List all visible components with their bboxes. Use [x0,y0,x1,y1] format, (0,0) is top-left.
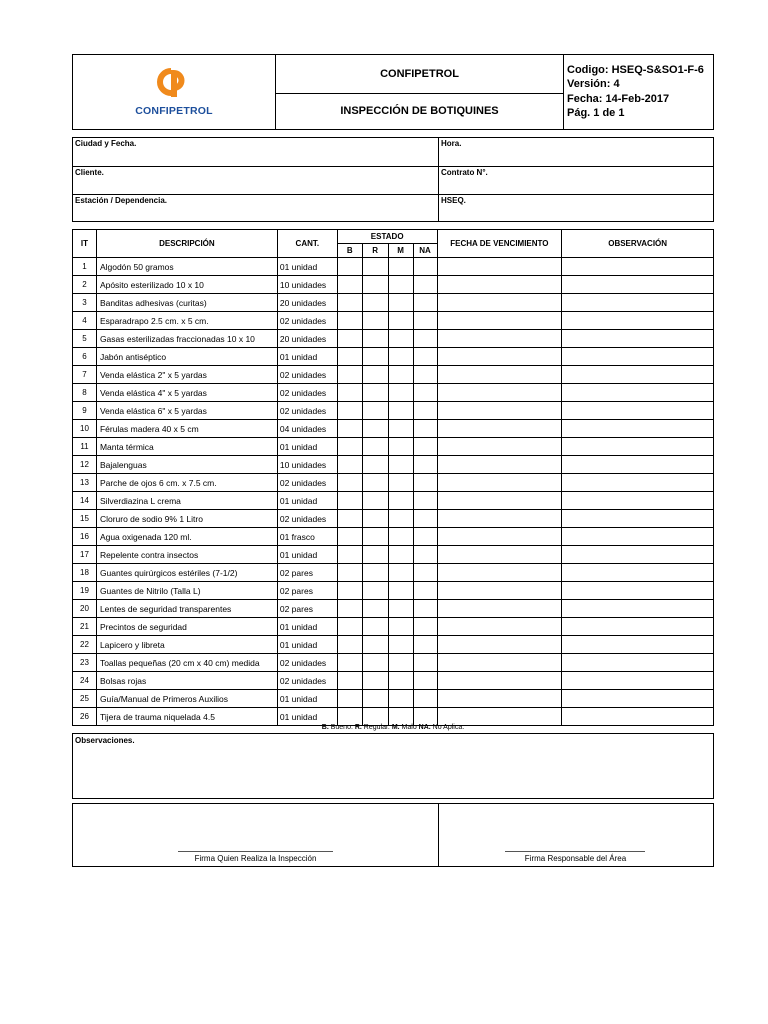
row-quantity: 02 pares [277,582,337,600]
row-description: Algodón 50 gramos [96,258,277,276]
status-na-cell[interactable] [413,402,437,420]
header-it: IT [73,230,97,258]
header-description: DESCRIPCIÓN [96,230,277,258]
status-r-cell[interactable] [362,564,388,582]
status-r-cell[interactable] [362,438,388,456]
row-item-number: 3 [73,294,97,312]
row-description: Cloruro de sodio 9% 1 Litro [96,510,277,528]
row-description: Apósito esterilizado 10 x 10 [96,276,277,294]
row-quantity: 20 unidades [277,294,337,312]
logo-cell [73,55,276,129]
observation-cell[interactable] [562,312,714,330]
row-item-number: 17 [73,546,97,564]
status-b-cell[interactable] [337,312,362,330]
observation-cell[interactable] [562,402,714,420]
row-quantity: 02 pares [277,564,337,582]
table-row [73,600,714,618]
row-description: Manta térmica [96,438,277,456]
status-m-cell[interactable] [388,636,413,654]
observations-label: Observaciones. [75,736,135,745]
status-r-cell[interactable] [362,510,388,528]
status-r-cell[interactable] [362,654,388,672]
status-na-cell[interactable] [413,420,437,438]
observation-cell[interactable] [562,330,714,348]
table-row [73,366,714,384]
observations-box[interactable] [72,733,714,799]
row-item-number: 5 [73,330,97,348]
status-m-cell[interactable] [388,492,413,510]
row-quantity: 02 unidades [277,366,337,384]
status-b-cell[interactable] [337,636,362,654]
row-description: Lapicero y libreta [96,636,277,654]
row-quantity: 02 unidades [277,384,337,402]
status-na-cell[interactable] [413,492,437,510]
row-quantity: 20 unidades [277,330,337,348]
status-b-cell[interactable] [337,690,362,708]
row-item-number: 23 [73,654,97,672]
status-b-cell[interactable] [337,528,362,546]
status-b-cell[interactable] [337,618,362,636]
status-m-cell[interactable] [388,528,413,546]
row-quantity: 02 unidades [277,402,337,420]
status-r-cell[interactable] [362,420,388,438]
row-item-number: 12 [73,456,97,474]
status-na-cell[interactable] [413,510,437,528]
expiry-date-cell[interactable] [437,312,562,330]
table-row [73,276,714,294]
row-quantity: 02 unidades [277,672,337,690]
row-item-number: 25 [73,690,97,708]
status-m-cell[interactable] [388,564,413,582]
status-m-cell[interactable] [388,330,413,348]
row-item-number: 20 [73,600,97,618]
status-na-cell[interactable] [413,474,437,492]
row-item-number: 11 [73,438,97,456]
status-na-cell[interactable] [413,564,437,582]
row-item-number: 6 [73,348,97,366]
expiry-date-cell[interactable] [437,420,562,438]
expiry-date-cell[interactable] [437,672,562,690]
expiry-date-cell[interactable] [437,618,562,636]
status-m-cell[interactable] [388,294,413,312]
row-item-number: 16 [73,528,97,546]
status-na-cell[interactable] [413,438,437,456]
expiry-date-cell[interactable] [437,330,562,348]
expiry-date-cell[interactable] [437,348,562,366]
row-description: Venda elástica 2" x 5 yardas [96,366,277,384]
status-na-cell[interactable] [413,366,437,384]
row-description: Esparadrapo 2.5 cm. x 5 cm. [96,312,277,330]
row-description: Precintos de seguridad [96,618,277,636]
observation-cell[interactable] [562,258,714,276]
row-quantity: 02 unidades [277,312,337,330]
row-item-number: 10 [73,420,97,438]
status-b-cell[interactable] [337,654,362,672]
header-observation: OBSERVACIÓN [562,230,714,258]
hseq-field[interactable]: HSEQ. [439,194,714,221]
row-quantity: 01 unidad [277,690,337,708]
row-quantity: 02 pares [277,600,337,618]
expiry-date-cell[interactable] [437,366,562,384]
status-r-cell[interactable] [362,672,388,690]
inspector-signature-line[interactable] [178,851,333,852]
table-row [73,528,714,546]
status-na-cell[interactable] [413,276,437,294]
status-b-cell[interactable] [337,564,362,582]
observation-cell[interactable] [562,348,714,366]
status-na-cell[interactable] [413,348,437,366]
row-description: Banditas adhesivas (curitas) [96,294,277,312]
row-description: Repelente contra insectos [96,546,277,564]
status-r-cell[interactable] [362,690,388,708]
table-row [73,420,714,438]
row-description: Guía/Manual de Primeros Auxilios [96,690,277,708]
status-r-cell[interactable] [362,276,388,294]
row-quantity: 02 unidades [277,474,337,492]
status-na-cell[interactable] [413,618,437,636]
confipetrol-logo-icon [154,67,194,99]
row-description: Silverdiazina L crema [96,492,277,510]
row-description: Venda elástica 6" x 5 yardas [96,402,277,420]
expiry-date-cell[interactable] [437,438,562,456]
observation-cell[interactable] [562,654,714,672]
status-m-cell[interactable] [388,618,413,636]
status-b-cell[interactable] [337,600,362,618]
row-description: Férulas madera 40 x 5 cm [96,420,277,438]
row-item-number: 8 [73,384,97,402]
status-b-cell[interactable] [337,546,362,564]
status-r-cell[interactable] [362,456,388,474]
status-r-cell[interactable] [362,312,388,330]
status-m-cell[interactable] [388,654,413,672]
status-na-cell[interactable] [413,258,437,276]
row-quantity: 01 unidad [277,708,337,726]
row-item-number: 13 [73,474,97,492]
status-b-cell[interactable] [337,582,362,600]
row-description: Bajalenguas [96,456,277,474]
status-na-cell[interactable] [413,654,437,672]
status-r-cell[interactable] [362,492,388,510]
table-row [73,582,714,600]
header-status: ESTADO [337,230,437,244]
expiry-date-cell[interactable] [437,258,562,276]
status-na-cell[interactable] [413,384,437,402]
status-r-cell[interactable] [362,402,388,420]
status-m-cell[interactable] [388,258,413,276]
status-b-cell[interactable] [337,510,362,528]
status-na-cell[interactable] [413,294,437,312]
status-r-cell[interactable] [362,330,388,348]
expiry-date-cell[interactable] [437,294,562,312]
observation-cell[interactable] [562,600,714,618]
status-r-cell[interactable] [362,582,388,600]
table-row [73,258,714,276]
status-b-cell[interactable] [337,474,362,492]
status-b-cell[interactable] [337,456,362,474]
row-description: Jabón antiséptico [96,348,277,366]
row-item-number: 18 [73,564,97,582]
status-b-cell[interactable] [337,384,362,402]
row-description: Agua oxigenada 120 ml. [96,528,277,546]
expiry-date-cell[interactable] [437,546,562,564]
status-b-cell[interactable] [337,258,362,276]
row-quantity: 01 unidad [277,618,337,636]
status-r-cell[interactable] [362,348,388,366]
client-field[interactable]: Cliente. [73,166,439,194]
status-m-cell[interactable] [388,366,413,384]
status-m-cell[interactable] [388,600,413,618]
status-m-cell[interactable] [388,384,413,402]
expiry-date-cell[interactable] [437,456,562,474]
row-description: Bolsas rojas [96,672,277,690]
status-na-cell[interactable] [413,672,437,690]
observation-cell[interactable] [562,294,714,312]
observation-cell[interactable] [562,564,714,582]
row-quantity: 04 unidades [277,420,337,438]
row-item-number: 14 [73,492,97,510]
observation-cell[interactable] [562,456,714,474]
observation-cell[interactable] [562,366,714,384]
document-date: Fecha: 14-Feb-2017 [567,92,670,105]
expiry-date-cell[interactable] [437,564,562,582]
header-quantity: CANT. [277,230,337,258]
responsible-signature-label: Firma Responsable del Área [524,854,627,863]
status-m-cell[interactable] [388,438,413,456]
header-status-m: M [388,244,413,258]
row-description: Gasas esterilizadas fraccionadas 10 x 10 [96,330,277,348]
table-row [73,474,714,492]
status-r-cell[interactable] [362,528,388,546]
contract-field[interactable]: Contrato N°. [439,166,714,194]
table-row [73,294,714,312]
status-na-cell[interactable] [413,312,437,330]
document-code: Codigo: HSEQ-S&SO1-F-6 [567,63,704,76]
status-r-cell[interactable] [362,600,388,618]
row-description: Guantes quirúrgicos estériles (7-1/2) [96,564,277,582]
status-m-cell[interactable] [388,474,413,492]
row-item-number: 1 [73,258,97,276]
status-r-cell[interactable] [362,546,388,564]
status-na-cell[interactable] [413,546,437,564]
row-quantity: 01 unidad [277,348,337,366]
row-item-number: 24 [73,672,97,690]
status-b-cell[interactable] [337,348,362,366]
header-status-b: B [337,244,362,258]
time-field[interactable]: Hora. [439,138,714,166]
row-item-number: 4 [73,312,97,330]
table-row [73,330,714,348]
status-na-cell[interactable] [413,456,437,474]
document-code-block [564,55,714,129]
table-row [73,618,714,636]
status-r-cell[interactable] [362,474,388,492]
status-r-cell[interactable] [362,636,388,654]
header-expiry-date: FECHA DE VENCIMIENTO [437,230,562,258]
signature-divider [438,804,439,866]
expiry-date-cell[interactable] [437,510,562,528]
observation-cell[interactable] [562,510,714,528]
table-row [73,672,714,690]
status-na-cell[interactable] [413,582,437,600]
observation-cell[interactable] [562,438,714,456]
row-quantity: 10 unidades [277,276,337,294]
row-quantity: 01 unidad [277,258,337,276]
status-m-cell[interactable] [388,510,413,528]
status-r-cell[interactable] [362,618,388,636]
responsible-signature-line[interactable] [505,851,645,852]
table-row [73,654,714,672]
company-name: CONFIPETROL [276,55,564,93]
table-row [73,564,714,582]
status-b-cell[interactable] [337,438,362,456]
table-row [73,438,714,456]
row-description: Parche de ojos 6 cm. x 7.5 cm. [96,474,277,492]
status-r-cell[interactable] [362,294,388,312]
expiry-date-cell[interactable] [437,402,562,420]
table-row [73,636,714,654]
row-quantity: 02 unidades [277,510,337,528]
table-row [73,402,714,420]
expiry-date-cell[interactable] [437,384,562,402]
signature-section [72,803,714,867]
status-m-cell[interactable] [388,276,413,294]
table-row [73,456,714,474]
row-quantity: 10 unidades [277,456,337,474]
row-description: Toallas pequeñas (20 cm x 40 cm) medida [96,654,277,672]
status-r-cell[interactable] [362,366,388,384]
row-quantity: 01 unidad [277,438,337,456]
status-m-cell[interactable] [388,348,413,366]
document-header [72,54,714,130]
expiry-date-cell[interactable] [437,654,562,672]
table-row [73,690,714,708]
row-item-number: 26 [73,708,97,726]
table-row [73,384,714,402]
observation-cell[interactable] [562,636,714,654]
observation-cell[interactable] [562,420,714,438]
status-b-cell[interactable] [337,330,362,348]
observation-cell[interactable] [562,384,714,402]
expiry-date-cell[interactable] [437,582,562,600]
row-item-number: 9 [73,402,97,420]
status-r-cell[interactable] [362,384,388,402]
table-row [73,312,714,330]
observation-cell[interactable] [562,546,714,564]
expiry-date-cell[interactable] [437,690,562,708]
status-na-cell[interactable] [413,528,437,546]
status-r-cell[interactable] [362,258,388,276]
row-description: Lentes de seguridad transparentes [96,600,277,618]
info-section [72,137,714,222]
row-item-number: 7 [73,366,97,384]
row-quantity: 01 unidad [277,636,337,654]
status-b-cell[interactable] [337,294,362,312]
status-na-cell[interactable] [413,330,437,348]
observation-cell[interactable] [562,528,714,546]
observation-cell[interactable] [562,474,714,492]
status-b-cell[interactable] [337,420,362,438]
status-b-cell[interactable] [337,672,362,690]
expiry-date-cell[interactable] [437,276,562,294]
status-legend: B. Bueno. R. Regular. M. Malo NA. No Aplica. [321,724,465,731]
status-b-cell[interactable] [337,366,362,384]
expiry-date-cell[interactable] [437,636,562,654]
row-quantity: 01 unidad [277,546,337,564]
status-m-cell[interactable] [388,546,413,564]
observation-cell[interactable] [562,618,714,636]
row-quantity: 01 unidad [277,492,337,510]
status-na-cell[interactable] [413,636,437,654]
expiry-date-cell[interactable] [437,474,562,492]
status-na-cell[interactable] [413,600,437,618]
table-row [73,546,714,564]
observation-cell[interactable] [562,276,714,294]
row-item-number: 2 [73,276,97,294]
form-title: INSPECCIÓN DE BOTIQUINES [276,93,564,129]
table-row [73,348,714,366]
status-na-cell[interactable] [413,690,437,708]
observation-cell[interactable] [562,672,714,690]
status-m-cell[interactable] [388,312,413,330]
status-m-cell[interactable] [388,690,413,708]
station-field[interactable]: Estación / Dependencia. [73,194,439,221]
page-number: Pág. 1 de 1 [567,107,625,120]
logo-text: CONFIPETROL [135,104,213,117]
header-status-na: NA [413,244,437,258]
status-b-cell[interactable] [337,276,362,294]
status-m-cell[interactable] [388,456,413,474]
status-m-cell[interactable] [388,582,413,600]
row-description: Venda elástica 4" x 5 yardas [96,384,277,402]
expiry-date-cell[interactable] [437,528,562,546]
status-m-cell[interactable] [388,402,413,420]
row-item-number: 15 [73,510,97,528]
observation-cell[interactable] [562,582,714,600]
status-b-cell[interactable] [337,492,362,510]
status-m-cell[interactable] [388,672,413,690]
row-quantity: 02 unidades [277,654,337,672]
expiry-date-cell[interactable] [437,600,562,618]
table-row [73,492,714,510]
row-item-number: 19 [73,582,97,600]
row-description: Tijera de trauma niquelada 4.5 [96,708,277,726]
row-description: Guantes de Nitrilo (Talla L) [96,582,277,600]
row-item-number: 22 [73,636,97,654]
expiry-date-cell[interactable] [437,492,562,510]
status-m-cell[interactable] [388,420,413,438]
row-item-number: 21 [73,618,97,636]
inspector-signature-label: Firma Quien Realiza la Inspección [194,854,317,863]
observation-cell[interactable] [562,492,714,510]
status-b-cell[interactable] [337,402,362,420]
table-row [73,510,714,528]
observation-cell[interactable] [562,690,714,708]
checklist-table [72,229,714,726]
row-quantity: 01 frasco [277,528,337,546]
header-status-r: R [362,244,388,258]
document-version: Versión: 4 [567,78,620,91]
city-date-field[interactable]: Ciudad y Fecha. [73,138,439,166]
